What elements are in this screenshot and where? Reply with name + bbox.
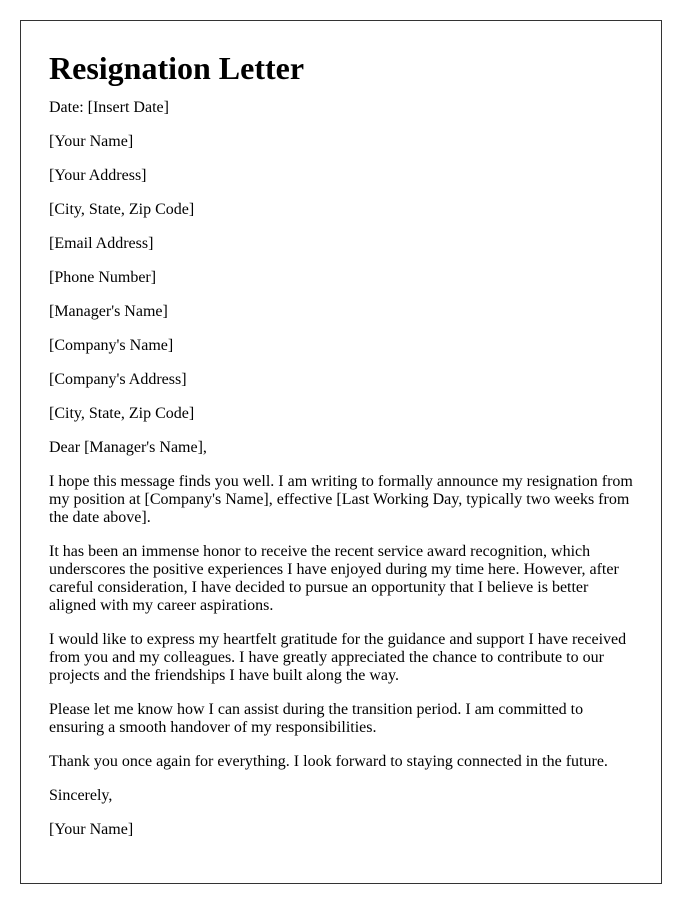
salutation: Dear [Manager's Name], (49, 439, 207, 456)
recipient-company-name: [Company's Name] (49, 337, 174, 354)
body-paragraph: Please let me know how I can assist during the transition period. I am committed to ensuring a smooth handover of my responsibilities. (49, 701, 584, 736)
sender-email: [Email Address] (49, 235, 154, 252)
recipient-city-state-zip: [City, State, Zip Code] (49, 405, 195, 422)
body-paragraph: Thank you once again for everything. I look forward to staying connected in the future. (49, 753, 608, 770)
body-paragraph: I hope this message finds you well. I am writing to formally announce my resignation from my position at [Company's Name], effective [Last Working Day, typically two weeks from the date above]. (49, 473, 633, 526)
closing: Sincerely, (49, 787, 113, 804)
letter-title: Resignation Letter (49, 50, 305, 86)
body-paragraph: I would like to express my heartfelt gratitude for the guidance and support I have received from you and my colleagues. I have greatly appreciated the chance to contribute to our projects and the friendships I have built along the way. (49, 631, 627, 684)
recipient-company-address: [Company's Address] (49, 371, 187, 388)
sender-phone: [Phone Number] (49, 269, 157, 286)
resignation-letter (20, 20, 662, 884)
recipient-manager-name: [Manager's Name] (49, 303, 168, 320)
body-paragraph: It has been an immense honor to receive the recent service award recognition, which underscores the positive experiences I have enjoyed during my time here. However, after careful consideration, I have decided to pursue an opportunity that I believe is better aligned with my career aspirations. (49, 543, 619, 614)
signature: [Your Name] (49, 821, 134, 838)
sender-city-state-zip: [City, State, Zip Code] (49, 201, 195, 218)
date-line: Date: [Insert Date] (49, 99, 169, 116)
sender-address: [Your Address] (49, 167, 147, 184)
sender-name: [Your Name] (49, 133, 134, 150)
